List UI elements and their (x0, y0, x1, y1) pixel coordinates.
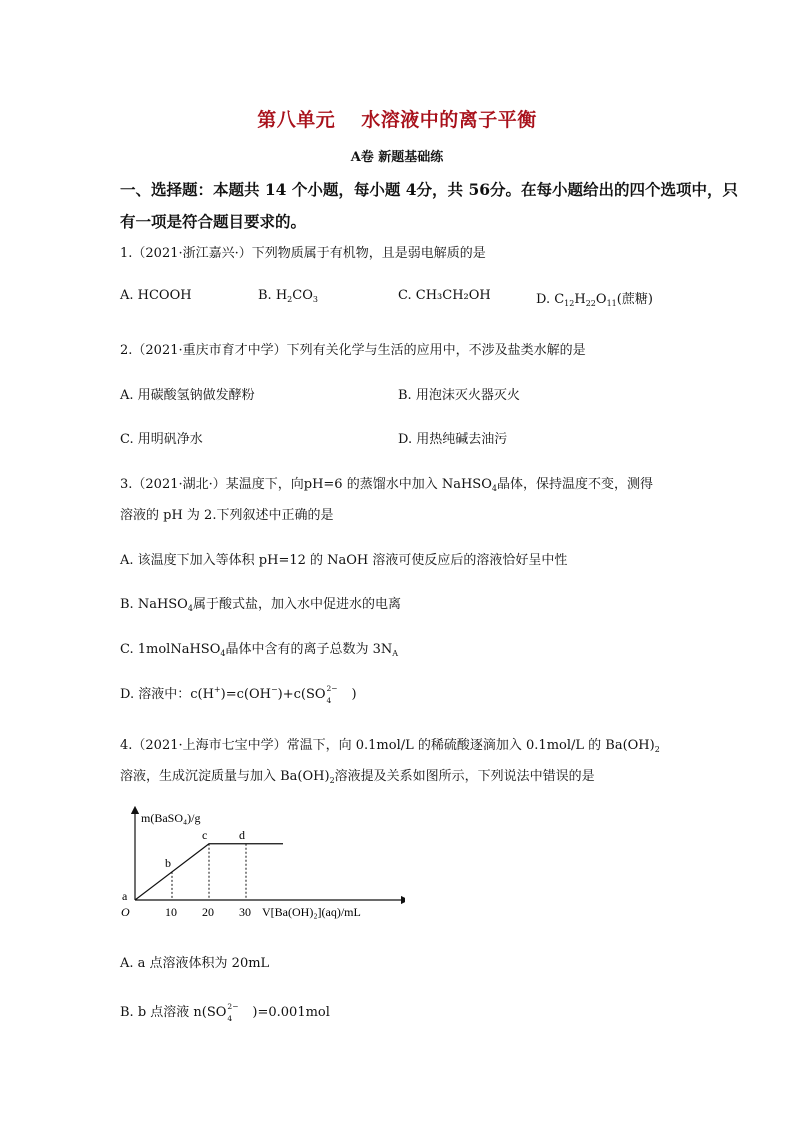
point-label-d: d (239, 827, 245, 842)
origin-label: O (121, 905, 130, 919)
y-axis-label: m(BaSO₄)/g (141, 811, 201, 825)
question-2-stem: 2.（2021·重庆市育才中学）下列有关化学与生活的应用中，不涉及盐类水解的是 (120, 343, 586, 358)
x-tick-label: 10 (165, 905, 177, 919)
x-axis-label: V[Ba(OH)₂](aq)/mL (262, 905, 361, 919)
q2-option-d: D. 用热纯碱去油污 (398, 432, 508, 447)
precipitate-mass-chart (115, 806, 405, 924)
question-3-stem-line1: 3.（2021·湖北·）某温度下，向pH=6 的蒸馏水中加入 NaHSO$_4$晶体，保持温度不变，测得 (120, 477, 653, 493)
question-3-stem-line2: 溶液的 pH 为 2.下列叙述中正确的是 (120, 508, 334, 523)
q3-option-d: D. 溶液中：c(H+)=c(OH−)+c(SO 2− 4 ) (120, 683, 357, 705)
q2-option-b: B. 用泡沫灭火器灭火 (398, 388, 520, 403)
point-label-c: c (202, 827, 208, 842)
sulfate-ion-charge: 2− 4 (227, 1001, 239, 1023)
q2-option-c: C. 用明矾净水 (120, 432, 203, 447)
point-label-a: a (122, 889, 128, 903)
x-tick-label: 20 (202, 905, 214, 919)
q1-option-d: D. $C_{12}H_{22}O_{11}$(蔗糖) (536, 292, 653, 308)
q4-option-b: B. b 点溶液 n(SO 2− 4 )=0.001mol (120, 1001, 330, 1023)
q3-option-c: C. 1molNaHSO$_4$晶体中含有的离子总数为 $3N_A$ (120, 642, 399, 658)
sulfate-ion-charge: 2− 4 (326, 683, 338, 705)
page-title (0, 105, 794, 132)
q1-option-b: B. $H_2CO_3$ (258, 288, 318, 304)
point-label-b: b (165, 855, 171, 870)
question-4-stem-line1: 4.（2021·上海市七宝中学）常温下，向 0.1mol/L 的稀硫酸逐滴加入 0.1mol/L 的 $Ba(OH)_2$ (120, 738, 660, 754)
section-heading-line2: 有一项是符合题目要求的。 (120, 212, 307, 231)
question-1-stem: 1.（2021·浙江嘉兴·）下列物质属于有机物，且是弱电解质的是 (120, 246, 486, 261)
page-subtitle: A卷 新题基础练 (350, 150, 444, 165)
x-tick-label: 30 (239, 905, 251, 919)
q2-option-a: A. 用碳酸氢钠做发酵粉 (120, 388, 255, 403)
unit-topic: 水溶液中的离子平衡 (361, 109, 537, 131)
q4-option-a: A. a 点溶液体积为 20mL (120, 956, 270, 971)
q3-option-b: B. NaHSO$_4$属于酸式盐，加入水中促进水的电离 (120, 597, 401, 613)
q3-option-a: A. 该温度下加入等体积 pH=12 的 NaOH 溶液可使反应后的溶液恰好呈中性 (120, 553, 568, 568)
unit-label: 第八单元 (257, 109, 336, 131)
q1-option-c: C. CH₃CH₂OH (398, 288, 491, 303)
section-heading-line1: 一、选择题：本题共 14 个小题，每小题 4分，共 56分。在每小题给出的四个选项中，只 (120, 180, 739, 199)
q1-option-a: A. HCOOH (120, 288, 192, 303)
question-4-stem-line2: 溶液，生成沉淀质量与加入 $Ba(OH)_2$溶液提及关系如图所示，下列说法中错误的是 (120, 769, 595, 785)
